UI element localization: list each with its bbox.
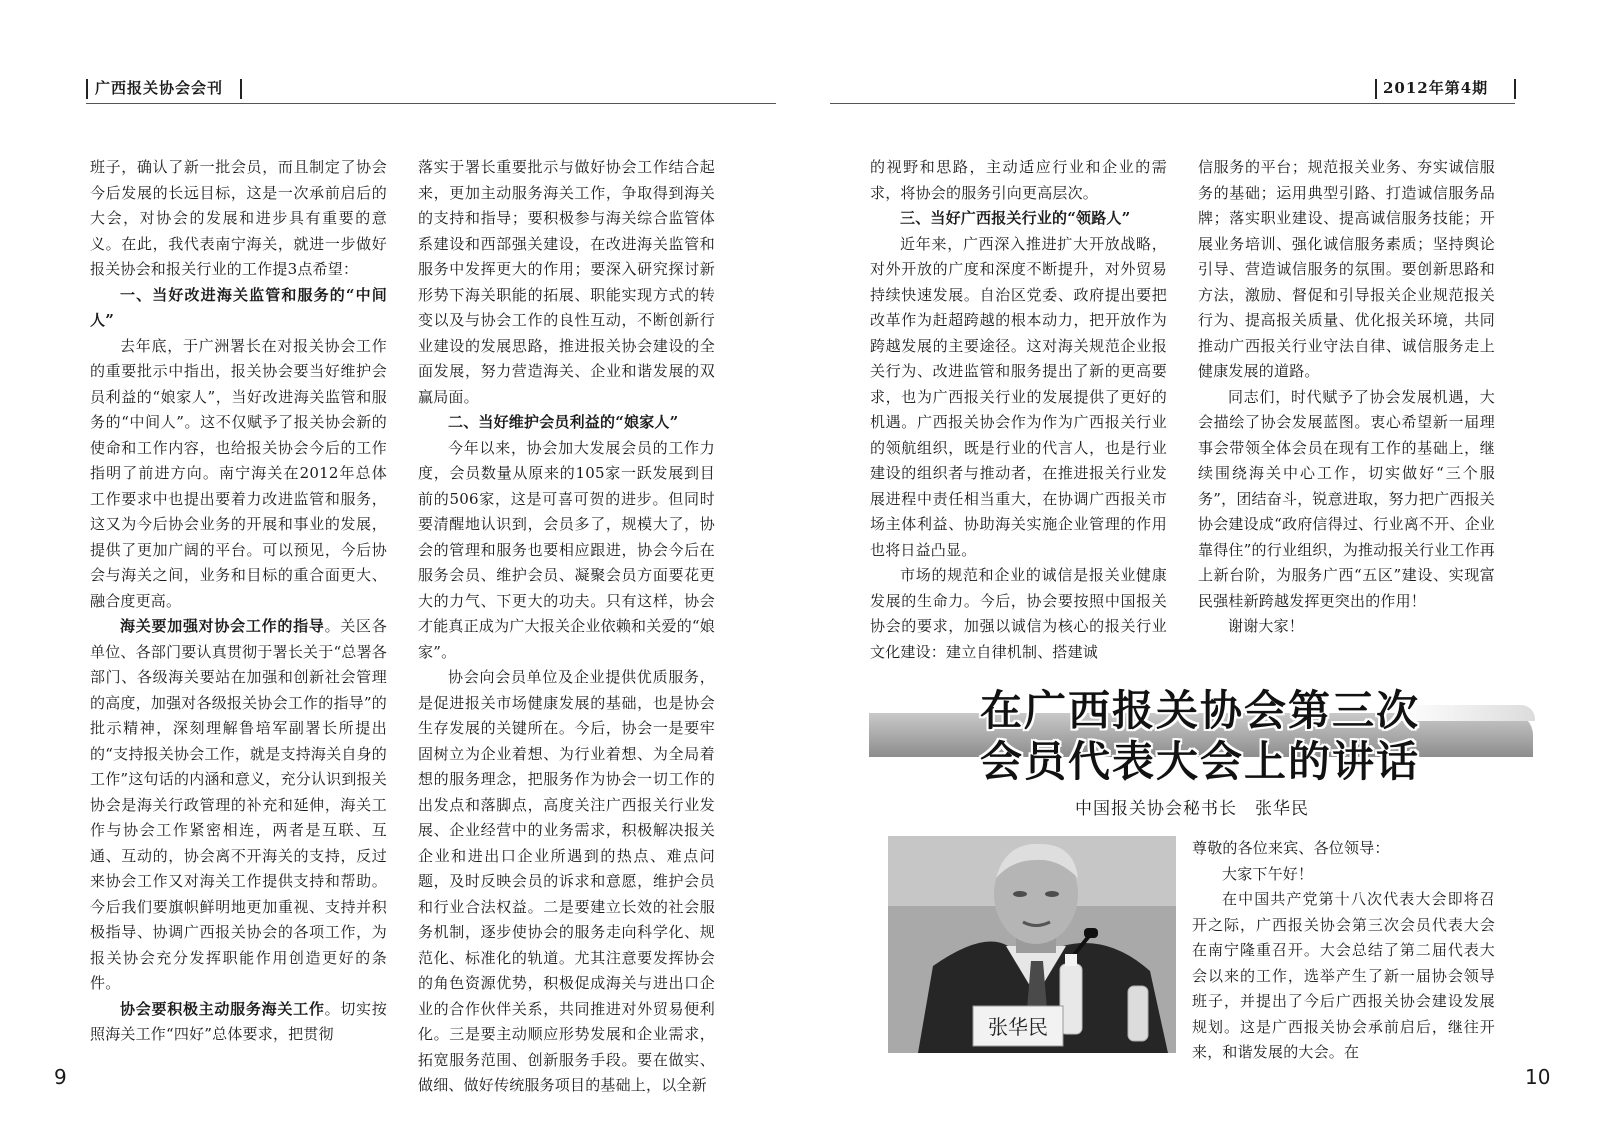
section-heading-1: 一、当好改进海关监管和服务的“中间人” (90, 285, 387, 329)
paragraph: 谢谢大家！ (1228, 617, 1305, 635)
article-title-line-2: 会员代表大会上的讲话 (979, 737, 1420, 786)
right-column-1 (870, 155, 1167, 665)
header-rule (830, 103, 1515, 104)
bold-lead: 海关要加强对协会工作的指导 (120, 617, 325, 635)
speaker-photo (888, 836, 1176, 1053)
paragraph: 去年底，于广洲署长在对报关协会工作的重要批示中指出，报关协会要当好维护会员利益的“娘家人”，当好改进海关监管和服务的“中间人”。这不仅赋予了报关协会新的使命和工作内容，也给报关协会今后的工作指明了前进方向。南宁海关在2012年总体工作要求中也提出要着力改进监管和服务，这又为今后协会业务的开展和事业的发展，提供了更加广阔的平台。可以预见，今后协会与海关之间，业务和目标的重合面更大、融合度更高。 (90, 336, 387, 610)
speaker-photo-illustration (888, 836, 1176, 1053)
left-column-1 (90, 155, 387, 1048)
left-column-2 (418, 155, 715, 1099)
paragraph: 协会向会员单位及企业提供优质服务，是促进报关市场健康发展的基础，也是协会生存发展的关键所在。今后，协会一是要牢固树立为企业着想、为行业着想、为全局着想的服务理念，把服务作为协会一切工作的出发点和落脚点，高度关注广西报关行业发展、企业经营中的业务需求，积极解决报关企业和进出口企业所遇到的热点、难点问题，及时反映会员的诉求和意愿，维护会员和行业合法权益。二是要建立长效的社会服务机制，逐步使协会的服务走向科学化、规范化、标准化的轨道。尤其注意要发挥协会的角色资源优势，积极促成海关与进出口企业的合作伙伴关系，共同推进对外贸易便利化。三是要主动顺应形势发展和企业需求，拓宽服务范围、创新服务手段。要在做实、做细、做好传统服务项目的基础上，以全新 (418, 668, 715, 1094)
article-title-line-1: 在广西报关协会第三次 (979, 686, 1420, 735)
article-body-column (1192, 836, 1495, 1066)
bold-lead: 协会要积极主动服务海关工作 (120, 999, 325, 1018)
paragraph: 班子，确认了新一批会员，而且制定了协会今后发展的长远目标，这是一次承前启后的大会，对协会的发展和进步具有重要的意义。在此，我代表南宁海关，就进一步做好报关协会和报关行业的工作提3点希望： (90, 158, 387, 278)
paragraph: 协会要积极主动服务海关工作。切实按照海关工作“四好”总体要求，把贯彻 (90, 999, 387, 1043)
greeting-2: 大家下午好！ (1222, 864, 1314, 883)
paragraph: 在中国共产党第十八次代表大会即将召开之际，广西报关协会第三次会员代表大会在南宁隆重召开。大会总结了第二届代表大会以来的工作，选举产生了新一届协会领导班子，并提出了今后广西报关协会建设发展规划。这是广西报关协会承前启后，继往开来，和谐发展的大会。在 (1192, 890, 1495, 1061)
paragraph: 今年以来，协会加大发展会员的工作力度，会员数量从原来的105家一跃发展到目前的506家，这是可喜可贺的进步。但同时要清醒地认识到，会员多了，规模大了，协会的管理和服务也要相应跟进，协会今后在服务会员、维护会员、凝聚会员方面要花更大的力气、下更大的功夫。只有这样，协会才能真正成为广大报关企业依赖和关爱的“娘家”。 (418, 438, 715, 661)
header-rule (86, 103, 776, 104)
paragraph: 海关要加强对协会工作的指导。关区各单位、各部门要认真贯彻于署长关于“总署各部门、各级海关要站在加强和创新社会管理的高度，加强对各级报关协会工作的指导”的批示精神，深刻理解鲁培军副署长所提出的“支持报关协会工作，就是支持海关自身的工作”这句话的内涵和意义，充分认识到报关协会是海关行政管理的补充和延伸，海关工作与协会工作紧密相连，两者是互联、互通、互动的，协会离不开海关的支持，反过来协会工作又对海关工作提供支持和帮助。今后我们要旗帜鲜明地更加重视、支持并积极指导、协调广西报关协会的各项工作，为报关协会充分发挥职能作用创造更好的条件。 (90, 617, 387, 992)
running-head-left: 广西报关协会会刊 (95, 79, 224, 97)
paragraph: 的视野和思路，主动适应行业和企业的需求，将协会的服务引向更高层次。 (870, 158, 1167, 202)
page-number-right: 10 (1525, 1065, 1551, 1089)
page-number-left: 9 (54, 1065, 67, 1089)
running-head-right: 2012年第4期 (1383, 79, 1489, 97)
header-bar-right (1514, 79, 1516, 99)
paragraph: 市场的规范和企业的诚信是报关业健康发展的生命力。今后，协会要按照中国报关协会的要求，加强以诚信为核心的报关行业文化建设：建立自律机制、搭建诚 (870, 566, 1167, 661)
header-bar-left (86, 79, 88, 99)
section-heading-2: 二、当好维护会员利益的“娘家人” (448, 413, 679, 431)
greeting: 尊敬的各位来宾、各位领导： (1192, 839, 1390, 857)
section-heading-3: 三、当好广西报关行业的“领路人” (900, 209, 1131, 227)
article-byline: 中国报关协会秘书长 张华民 (1075, 799, 1309, 819)
nameplate-text: 张华民 (988, 1015, 1048, 1039)
right-column-2 (1198, 155, 1495, 640)
paragraph: 落实于署长重要批示与做好协会工作结合起来，更加主动服务海关工作，争取得到海关的支持和指导；要积极参与海关综合监管体系建设和西部强关建设，在改进海关监管和服务中发挥更大的作用；要深入研究探讨新形势下海关职能的拓展、职能实现方式的转变以及与协会工作的良性互动，不断创新行业建设的发展思路，推进报关协会建设的全面发展，努力营造海关、企业和谐发展的双赢局面。 (418, 158, 715, 406)
paragraph: 信服务的平台；规范报关业务、夯实诚信服务的基础；运用典型引路、打造诚信服务品牌；落实职业建设、提高诚信服务技能；开展业务培训、强化诚信服务素质；坚持舆论引导、营造诚信服务的氛围。要创新思路和方法，激励、督促和引导报关企业规范报关行为、提高报关质量、优化报关环境，共同推动广西报关行业守法自律、诚信服务走上健康发展的道路。 (1198, 158, 1495, 380)
paragraph: 近年来，广西深入推进扩大开放战略，对外开放的广度和深度不断提升，对外贸易持续快速发展。自治区党委、政府提出要把改革作为赶超跨越的根本动力，把开放作为跨越发展的主要途径。这对海关规范企业报关行为、改进监管和服务提出了新的更高要求，也为广西报关行业的发展提供了更好的机遇。广西报关协会作为作为广西报关行业的领航组织，既是行业的代言人，也是行业建设的组织者与推动者，在推进报关行业发展进程中责任相当重大，在协调广西报关市场主体利益、协助海关实施企业管理的作用也将日益凸显。 (870, 234, 1167, 559)
header-bar-right (240, 79, 242, 99)
paragraph: 同志们，时代赋予了协会发展机遇，大会描绘了协会发展蓝图。衷心希望新一届理事会带领全体会员在现有工作的基础上，继续围绕海关中心工作，切实做好“三个服务”，团结奋斗，锐意进取，努力把广西报关协会建设成“政府信得过、行业离不开、企业靠得住”的行业组织，为推动报关行业工作再上新台阶，为服务广西“五区”建设、实现富民强桂新跨越发挥更突出的作用！ (1198, 387, 1495, 610)
header-bar-left (1375, 79, 1377, 99)
